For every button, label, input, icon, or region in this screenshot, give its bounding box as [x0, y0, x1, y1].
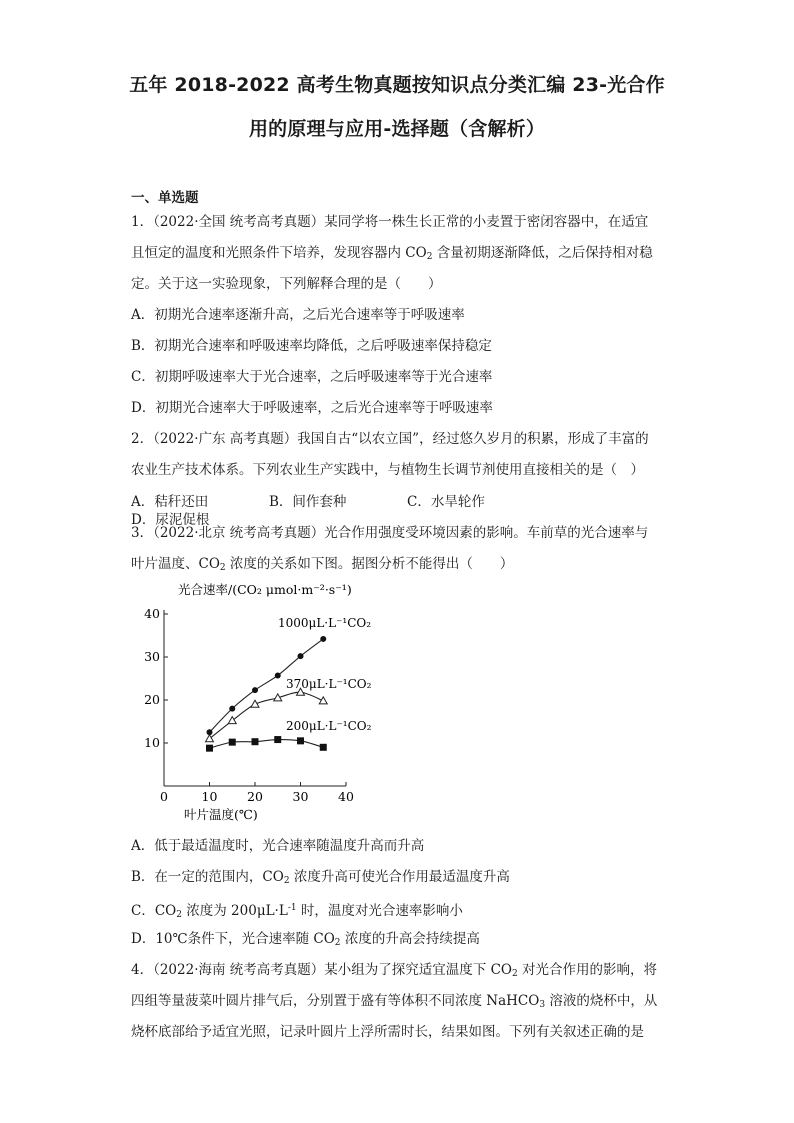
chart-markers [206, 636, 328, 752]
chart-y-label: 光合速率/(CO₂ μmol·m⁻²·s⁻¹) [178, 582, 352, 597]
chart-series-label-200: 200μL·L⁻¹CO₂ [286, 719, 372, 733]
chart-x-tick-label: 30 [292, 789, 309, 804]
chart-point-square [320, 744, 327, 751]
q2-option-b: B．间作套种 [269, 494, 347, 510]
chart-x-label: 叶片温度(℃) [184, 807, 258, 822]
q4-line-3: 烧杯底部给予适宜光照，记录叶圆片上浮所需时长，结果如图。下列有关叙述正确的是 [131, 1024, 644, 1040]
q4-line-2: 四组等量菠菜叶圆片排气后，分别置于盛有等体积不同浓度 NaHCO$_3$ 溶液的烧杯中，从 [131, 993, 658, 1010]
chart-x-tick-label: 0 [160, 789, 168, 804]
chart-point-square [297, 737, 304, 744]
chart-point-triangle [319, 697, 327, 704]
q2-option-a: A．秸秆还田 [131, 494, 209, 510]
document-title-line-1: 五年 2018-2022 高考生物真题按知识点分类汇编 23-光合作 [129, 74, 665, 96]
chart-point-triangle [228, 717, 236, 724]
chart-series-label-1000: 1000μL·L⁻¹CO₂ [278, 616, 372, 630]
chart-point-square [229, 739, 236, 746]
chart-point-circle [252, 687, 258, 693]
q3-line-1: 3．（2022·北京 统考高考真题）光合作用强度受环境因素的影响。车前草的光合速率与 [131, 525, 649, 541]
q4-line-1: 4．（2022·海南 统考高考真题）某小组为了探究适宜温度下 $CO_2$ 对光合作用的影响，将 [131, 962, 657, 979]
chart-point-circle [320, 636, 326, 642]
chart-x-tick-label: 20 [247, 789, 263, 804]
chart-point-circle [229, 706, 235, 712]
chart-point-triangle [251, 700, 259, 707]
q2-option-d: D．尿泥促根 [131, 512, 210, 528]
q3-option-c: C．$CO_2$ 浓度为 $200\mu L\cdot L^{-1}$ 时，温度对光合速率影响小 [131, 903, 463, 920]
chart-point-square [252, 738, 259, 745]
q3-line-2: 叶片温度、$CO_2$ 浓度的关系如下图。据图分析不能得出（ ） [131, 556, 514, 573]
chart-y-tick-label: 30 [144, 649, 160, 664]
chart-point-square [274, 736, 281, 743]
q1-option-a: A．初期光合速率逐渐升高，之后光合速率等于呼吸速率 [131, 307, 465, 323]
chart-series-label-370: 370μL·L⁻¹CO₂ [286, 677, 372, 691]
q2-line-2: 农业生产技术体系。下列农业生产实践中，与植物生长调节剂使用直接相关的是（ ） [131, 462, 644, 478]
chart-x-tick-label: 40 [338, 789, 354, 804]
q1-option-b: B．初期光合速率和呼吸速率均降低，之后呼吸速率保持稳定 [131, 338, 492, 354]
q3-option-b: B．在一定的范围内，$CO_2$ 浓度升高可使光合作用最适温度升高 [131, 869, 510, 886]
chart-y-tick-label: 20 [144, 692, 160, 707]
document-title-line-2: 用的原理与应用-选择题（含解析） [248, 118, 546, 140]
q2-line-1: 2．（2022·广东 高考真题）我国自古“以农立国”，经过悠久岁月的积累，形成了丰富的 [131, 431, 649, 447]
q1-option-d: D．初期光合速率大于呼吸速率，之后光合速率等于呼吸速率 [131, 400, 493, 416]
chart-x-tick-label: 10 [201, 789, 218, 804]
section-heading: 一、单选题 [131, 190, 199, 206]
q1-option-c: C．初期呼吸速率大于光合速率，之后呼吸速率等于光合速率 [131, 369, 493, 385]
chart-y-tick-label: 40 [144, 606, 160, 621]
photosynthesis-chart [140, 582, 390, 830]
chart-point-circle [298, 653, 304, 659]
q2-option-c: C．水旱轮作 [407, 494, 485, 510]
chart-point-circle [275, 672, 281, 678]
q3-option-d: D．10℃条件下，光合速率随 $CO_2$ 浓度的升高会持续提高 [131, 931, 480, 948]
chart-ticks [144, 606, 354, 804]
q1-line-2: 且恒定的温度和光照条件下培养，发现容器内 $CO_2$ 含量初期逐渐降低，之后保持相对稳 [131, 245, 653, 262]
chart-y-tick-label: 10 [144, 735, 160, 750]
q1-line-1: 1．（2022·全国 统考高考真题）某同学将一株生长正常的小麦置于密闭容器中，在适宜 [131, 214, 649, 230]
chart-series-line-square [210, 740, 324, 749]
q3-option-a: A．低于最适温度时，光合速率随温度升高而升高 [131, 838, 425, 854]
chart-point-square [206, 745, 213, 752]
q1-line-3: 定。关于这一实验现象，下列解释合理的是（ ） [131, 276, 442, 292]
